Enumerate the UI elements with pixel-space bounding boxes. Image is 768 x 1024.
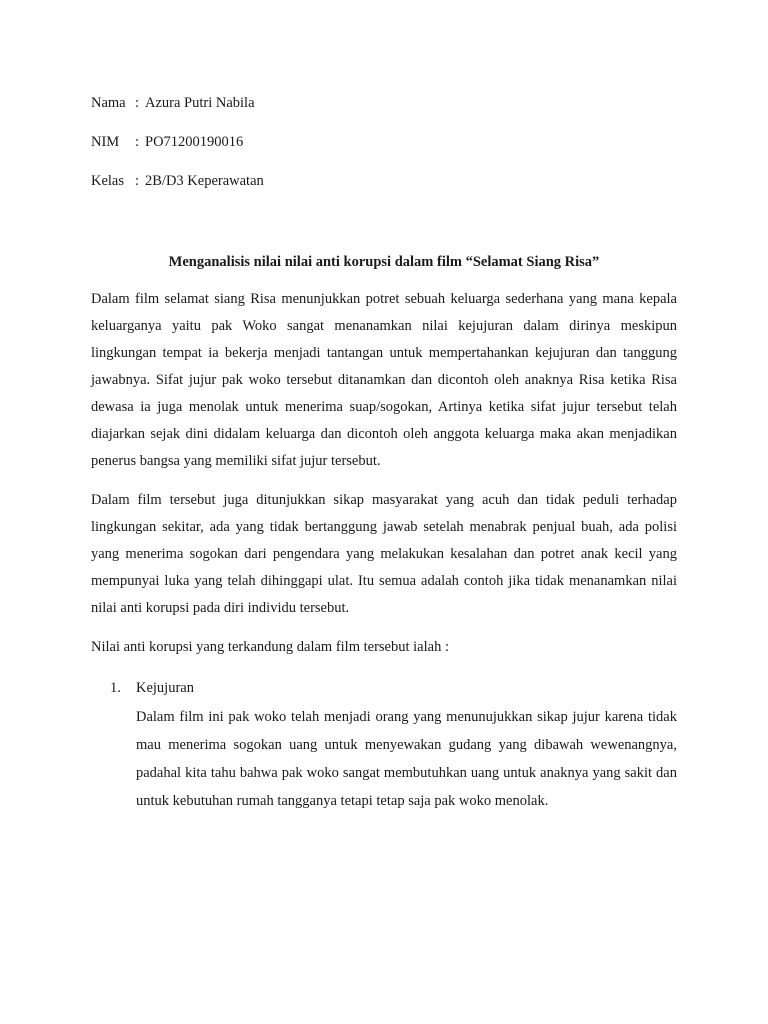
name-row (91, 93, 255, 113)
paragraph-3: Nilai anti korupsi yang terkandung dalam film tersebut ialah : (91, 639, 449, 655)
name-separator: : (135, 95, 140, 111)
paragraph-1: Dalam film selamat siang Risa menunjukkan potret sebuah keluarga sederhana yang mana kepala keluarganya yaitu pak Woko sangat menanamkan nilai kejujuran dalam dirinya meskipun lingkungan tempat ia bekerja menjadi tantangan untuk mempertahankan kejujuran dan tanggung jawabnya. Sifat jujur pak woko tersebut ditanamkan dan dicontoh oleh anaknya Risa ketika Risa dewasa ia juga menolak untuk menerima suap/sogokan, Artinya ketika sifat jujur tersebut telah diajarkan sejak dini didalam keluarga dan dicontoh oleh anggota keluarga maka akan menjadikan penerus bangsa yang memiliki sifat jujur tersebut. (91, 291, 677, 469)
class-value: 2B/D3 Keperawatan (145, 173, 264, 189)
nim-row (91, 132, 243, 152)
nim-value: PO71200190016 (145, 134, 244, 150)
name-label: Nama (91, 95, 126, 111)
name-value: Azura Putri Nabila (145, 95, 255, 111)
paragraph-2: Dalam film tersebut juga ditunjukkan sikap masyarakat yang acuh dan tidak peduli terhadap lingkungan sekitar, ada yang tidak bertanggung jawab setelah menabrak penjual buah, ada polisi yang menerima sogokan dari pengendara yang melakukan kesalahan dan potret anak kecil yang mempunyai luka yang telah dihinggapi ulat. Itu semua adalah contoh jika tidak menanamkan nilai nilai anti korupsi pada diri individu tersebut. (91, 492, 677, 616)
class-label: Kelas (91, 173, 125, 189)
class-separator: : (135, 173, 140, 189)
document-title: Menganalisis nilai nilai anti korupsi dalam film “Selamat Siang Risa” (168, 254, 600, 270)
list-item-body: Dalam film ini pak woko telah menjadi orang yang menunujukkan sikap jujur karena tidak mau menerima sogokan uang untuk menyewakan gudang yang dibawah wewenangnya, padahal kita tahu bahwa pak woko sangat membutuhkan uang untuk anaknya yang sakit dan untuk kebutuhan rumah tangganya tetapi tetap saja pak woko menolak. (136, 709, 677, 809)
nim-label: NIM (91, 134, 120, 150)
list-item-number: 1. (110, 680, 121, 696)
nim-separator: : (135, 134, 140, 150)
list-item-title: Kejujuran (136, 680, 194, 696)
class-row (91, 171, 264, 191)
